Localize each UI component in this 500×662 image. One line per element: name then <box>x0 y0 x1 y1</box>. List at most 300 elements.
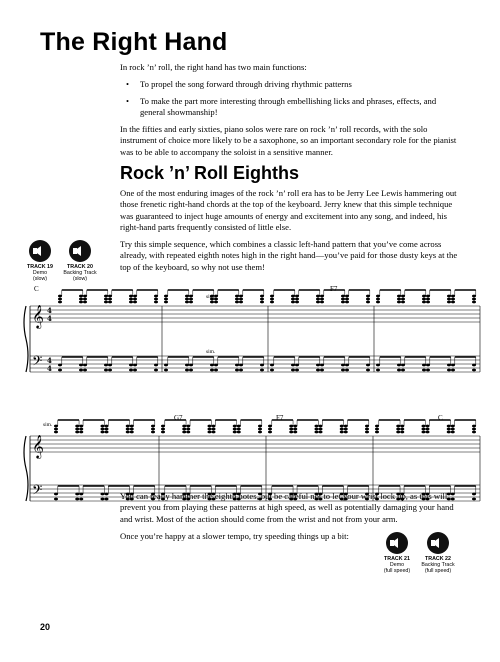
chord-note <box>126 431 130 434</box>
bass-note <box>101 498 105 501</box>
chord-note <box>237 425 241 428</box>
bass-note <box>79 364 83 367</box>
bass-note <box>291 364 295 367</box>
page-number: 20 <box>40 622 51 632</box>
section-heading: Rock ’n’ Roll Eighths <box>120 163 300 183</box>
chord-note <box>235 301 239 304</box>
chord-note <box>345 298 349 301</box>
chord-note <box>161 431 165 434</box>
chord-note <box>315 425 319 428</box>
chord-note <box>58 301 62 304</box>
chord-note <box>376 295 380 298</box>
bass-note <box>133 369 137 372</box>
sim-marking: sim. <box>206 294 216 300</box>
time-signature: 4 <box>47 356 52 365</box>
bass-note <box>397 369 401 372</box>
chord-note <box>154 301 158 304</box>
track-speed: (slow) <box>72 276 88 282</box>
chord-note <box>239 295 243 298</box>
bass-note <box>185 364 189 367</box>
chord-note <box>186 431 190 434</box>
chord-note <box>375 425 379 428</box>
bass-note <box>104 369 108 372</box>
chord-note <box>182 428 186 431</box>
chord-note <box>130 425 134 428</box>
chord-note <box>130 428 134 431</box>
chord-note <box>133 295 137 298</box>
chord-note <box>396 431 400 434</box>
time-signature: 4 <box>47 364 52 373</box>
chord-note <box>214 301 218 304</box>
chord-note <box>422 425 426 428</box>
chord-note <box>366 301 370 304</box>
page-title: The Right Hand <box>40 28 228 56</box>
chord-note <box>295 298 299 301</box>
chord-note <box>426 301 430 304</box>
chord-note <box>185 301 189 304</box>
chord-note <box>189 301 193 304</box>
chord-note <box>108 301 112 304</box>
bass-note <box>341 369 345 372</box>
chord-note <box>400 425 404 428</box>
chord-note <box>79 425 83 428</box>
treble-clef-icon: 𝄞 <box>32 304 44 328</box>
chord-note <box>316 301 320 304</box>
bass-note <box>426 369 430 372</box>
chord-note <box>208 425 212 428</box>
bass-note <box>154 369 158 372</box>
chord-note <box>268 425 272 428</box>
chord-symbol: C <box>438 414 443 422</box>
chord-note <box>451 301 455 304</box>
chord-note <box>397 298 401 301</box>
bass-note <box>185 369 189 372</box>
bass-note <box>239 364 243 367</box>
chord-note <box>75 428 79 431</box>
chord-note <box>233 431 237 434</box>
chord-note <box>186 425 190 428</box>
bass-note <box>422 364 426 367</box>
bass-note <box>235 369 239 372</box>
bass-note <box>260 364 264 367</box>
bass-note <box>189 364 193 367</box>
chord-note <box>105 425 109 428</box>
chord-note <box>472 425 476 428</box>
bass-note <box>235 364 239 367</box>
chord-note <box>365 431 369 434</box>
bass-note <box>54 498 58 501</box>
chord-note <box>126 425 130 428</box>
chord-note <box>289 428 293 431</box>
bass-note <box>295 369 299 372</box>
chord-note <box>451 425 455 428</box>
time-signature: 4 <box>47 306 52 315</box>
track-speed: (full speed) <box>424 568 452 574</box>
track-desc: Backing Track <box>63 270 97 276</box>
chord-note <box>105 428 109 431</box>
chord-note <box>164 298 168 301</box>
chord-note <box>447 425 451 428</box>
chord-note <box>375 428 379 431</box>
chord-note <box>397 301 401 304</box>
bass-note <box>129 369 133 372</box>
chord-note <box>319 425 323 428</box>
chord-note <box>291 295 295 298</box>
bass-note <box>79 498 83 501</box>
bass-note <box>105 498 109 501</box>
chord-note <box>79 301 83 304</box>
chord-symbol: G7 <box>174 414 183 422</box>
chord-note <box>422 295 426 298</box>
chord-note <box>344 425 348 428</box>
solo-paragraph: In the fifties and early sixties, piano solos were rare on rock ’n’ roll records, with the solo instrument of choice more likely to be a saxophone, so an important secondary role for the pianist was to be able to accompany the soloist in a sensitive manner. <box>120 124 457 157</box>
chord-note <box>293 431 297 434</box>
bass-note <box>472 498 476 501</box>
chord-note <box>426 295 430 298</box>
chord-note <box>54 428 58 431</box>
chord-note <box>239 301 243 304</box>
jerry-lee-paragraph: One of the most enduring images of the rock ’n’ roll era has to be Jerry Lee Lewis hammering out those frenetic right-hand chords at the top of the keyboard. Jerry knew that this simple technique was guaranteed to inject huge amounts of energy and excitement into any song, and indeed, his right-hand parts frequently consisted of little else. <box>120 188 457 232</box>
chord-note <box>341 301 345 304</box>
bass-note <box>291 369 295 372</box>
chord-note <box>316 298 320 301</box>
bass-note <box>447 364 451 367</box>
score-system-2 <box>24 420 480 501</box>
chord-note <box>129 301 133 304</box>
bass-note <box>75 498 79 501</box>
chord-note <box>422 431 426 434</box>
track-speed: (slow) <box>32 276 48 282</box>
chord-note <box>101 431 105 434</box>
chord-symbol: C <box>34 285 39 293</box>
chord-note <box>316 295 320 298</box>
chord-note <box>101 425 105 428</box>
chord-note <box>320 295 324 298</box>
chord-note <box>260 298 264 301</box>
chord-note <box>108 295 112 298</box>
chord-note <box>400 428 404 431</box>
chord-note <box>189 298 193 301</box>
bass-note <box>133 364 137 367</box>
chord-note <box>133 298 137 301</box>
chord-note <box>154 295 158 298</box>
chord-note <box>154 298 158 301</box>
chord-note <box>129 298 133 301</box>
bass-note <box>320 364 324 367</box>
chord-note <box>293 425 297 428</box>
sim-marking: sim. <box>206 349 216 355</box>
chord-note <box>83 295 87 298</box>
chord-note <box>291 298 295 301</box>
chord-note <box>396 425 400 428</box>
chord-note <box>447 298 451 301</box>
bass-note <box>164 369 168 372</box>
bass-note <box>345 364 349 367</box>
bass-note <box>366 364 370 367</box>
chord-note <box>129 295 133 298</box>
bass-note <box>210 369 214 372</box>
chord-note <box>101 428 105 431</box>
chord-note <box>104 298 108 301</box>
chord-note <box>185 298 189 301</box>
chord-note <box>260 301 264 304</box>
track-name: TRACK 21 <box>384 556 410 562</box>
chord-note <box>422 428 426 431</box>
chord-note <box>451 295 455 298</box>
track-desc: Demo <box>32 270 48 276</box>
chord-note <box>397 295 401 298</box>
chord-note <box>426 425 430 428</box>
chord-note <box>58 295 62 298</box>
bass-note <box>426 364 430 367</box>
bass-note <box>154 364 158 367</box>
chord-note <box>396 428 400 431</box>
chord-note <box>235 298 239 301</box>
chord-note <box>341 295 345 298</box>
wrist-paragraph: You can really hammer the eighth notes, but be careful not to let your wrist lock up, as this will prevent you from playing these patterns at high speed, as well as potentially damaging your hand and wrist. Most of the action should come from the wrist and not from your arm. <box>120 491 454 524</box>
chord-note <box>376 298 380 301</box>
chord-note <box>375 431 379 434</box>
chord-note <box>447 301 451 304</box>
chord-note <box>426 428 430 431</box>
bass-note <box>376 369 380 372</box>
chord-symbol: F7 <box>276 414 284 422</box>
chord-note <box>365 428 369 431</box>
sequence-paragraph: Try this simple sequence, which combines a classic left-hand pattern that you’ve come across already, with repeated eighth notes high in the right hand—you’ve paid for those dusty keys at the top of the keyboard, so why not use them! <box>120 239 458 272</box>
chord-note <box>426 431 430 434</box>
chord-note <box>451 428 455 431</box>
bass-note <box>316 364 320 367</box>
chord-note <box>235 295 239 298</box>
chord-note <box>104 295 108 298</box>
chord-note <box>447 428 451 431</box>
bass-note <box>270 364 274 367</box>
chord-note <box>472 428 476 431</box>
chord-note <box>258 431 262 434</box>
bass-note <box>451 369 455 372</box>
chord-note <box>237 431 241 434</box>
chord-note <box>344 428 348 431</box>
chord-note <box>104 301 108 304</box>
chord-note <box>151 425 155 428</box>
chord-note <box>151 428 155 431</box>
chord-note <box>79 298 83 301</box>
chord-note <box>340 425 344 428</box>
chord-note <box>189 295 193 298</box>
chord-note <box>270 298 274 301</box>
list-item: • To make the part more interesting through embellishing licks and phrases, effects, and general showmanship! <box>140 96 460 119</box>
bass-note <box>447 369 451 372</box>
chord-note <box>164 295 168 298</box>
bass-note <box>260 369 264 372</box>
chord-note <box>212 425 216 428</box>
chord-note <box>270 295 274 298</box>
chord-note <box>208 431 212 434</box>
bass-note <box>366 369 370 372</box>
chord-note <box>341 298 345 301</box>
chord-note <box>422 301 426 304</box>
chord-note <box>212 428 216 431</box>
chord-note <box>161 425 165 428</box>
list-item: • To propel the song forward through driving rhythmic patterns <box>140 79 460 90</box>
bass-note <box>108 369 112 372</box>
chord-note <box>58 298 62 301</box>
chord-note <box>472 298 476 301</box>
chord-note <box>320 301 324 304</box>
chord-note <box>401 295 405 298</box>
chord-note <box>185 295 189 298</box>
chord-note <box>83 301 87 304</box>
bass-note <box>83 369 87 372</box>
bass-note <box>397 364 401 367</box>
chord-note <box>83 298 87 301</box>
bass-note <box>54 493 58 496</box>
track-speed: (full speed) <box>383 568 411 574</box>
track-21-icon[interactable] <box>379 532 415 574</box>
bass-note <box>295 364 299 367</box>
chord-note <box>54 431 58 434</box>
track-22-icon[interactable] <box>420 532 456 574</box>
score-system-1 <box>24 290 480 373</box>
bass-note <box>79 369 83 372</box>
bass-note <box>164 364 168 367</box>
bass-note <box>472 364 476 367</box>
chord-note <box>401 298 405 301</box>
track-name: TRACK 19 <box>27 264 53 270</box>
bass-note <box>214 364 218 367</box>
intro-paragraph: In rock ’n’ roll, the right hand has two main functions: <box>120 62 307 72</box>
chord-note <box>75 425 79 428</box>
bass-note <box>189 369 193 372</box>
bass-note <box>129 364 133 367</box>
chord-note <box>268 428 272 431</box>
brace <box>24 306 28 372</box>
track-desc: Demo <box>389 562 405 568</box>
bass-note <box>341 364 345 367</box>
bass-note <box>401 364 405 367</box>
tempo-paragraph: Once you’re happy at a slower tempo, try speeding things up a bit: <box>120 530 349 541</box>
chord-note <box>208 428 212 431</box>
chord-note <box>293 428 297 431</box>
bass-note <box>472 369 476 372</box>
chord-note <box>161 428 165 431</box>
chord-note <box>237 428 241 431</box>
chord-note <box>108 298 112 301</box>
chord-note <box>79 431 83 434</box>
sim-marking: sim. <box>43 422 53 428</box>
track-name: TRACK 20 <box>67 264 93 270</box>
bass-note <box>108 364 112 367</box>
chord-note <box>345 295 349 298</box>
bass-note <box>83 364 87 367</box>
chord-note <box>401 301 405 304</box>
brace <box>24 436 28 501</box>
track-desc: Backing Track <box>421 562 455 568</box>
chord-note <box>130 431 134 434</box>
bass-note <box>75 493 79 496</box>
chord-note <box>472 301 476 304</box>
chord-note <box>451 298 455 301</box>
chord-note <box>422 298 426 301</box>
chord-note <box>319 431 323 434</box>
chord-note <box>164 301 168 304</box>
chord-note <box>426 298 430 301</box>
chord-note <box>447 431 451 434</box>
bass-note <box>316 369 320 372</box>
chord-note <box>289 431 293 434</box>
chord-note <box>376 301 380 304</box>
chord-note <box>472 295 476 298</box>
chord-note <box>400 431 404 434</box>
chord-note <box>295 295 299 298</box>
chord-note <box>210 301 214 304</box>
chord-note <box>79 295 83 298</box>
bass-note <box>345 369 349 372</box>
audio-cd-icon <box>427 532 449 554</box>
bass-note <box>104 364 108 367</box>
chord-note <box>258 428 262 431</box>
chord-note <box>319 428 323 431</box>
chord-note <box>345 301 349 304</box>
bass-note <box>214 369 218 372</box>
chord-note <box>365 425 369 428</box>
bass-note <box>376 364 380 367</box>
chord-note <box>451 431 455 434</box>
chord-note <box>54 425 58 428</box>
treble-clef-icon: 𝄞 <box>32 434 44 458</box>
chord-note <box>233 428 237 431</box>
bass-note <box>58 369 62 372</box>
chord-note <box>260 295 264 298</box>
chord-note <box>79 428 83 431</box>
chord-note <box>133 301 137 304</box>
bass-note <box>472 493 476 496</box>
bass-clef-icon: 𝄢 <box>32 353 43 372</box>
bass-note <box>105 493 109 496</box>
chord-note <box>315 431 319 434</box>
chord-note <box>270 301 274 304</box>
chord-note <box>447 295 451 298</box>
chord-note <box>258 425 262 428</box>
chord-note <box>289 425 293 428</box>
chord-note <box>344 431 348 434</box>
chord-note <box>315 428 319 431</box>
chord-note <box>182 431 186 434</box>
bass-note <box>451 364 455 367</box>
bass-note <box>58 364 62 367</box>
chord-note <box>291 301 295 304</box>
bass-note <box>101 493 105 496</box>
chord-note <box>126 428 130 431</box>
audio-cd-icon <box>386 532 408 554</box>
chord-note <box>233 425 237 428</box>
chord-note <box>295 301 299 304</box>
time-signature: 4 <box>47 314 52 323</box>
chord-note <box>340 431 344 434</box>
bass-note <box>239 369 243 372</box>
track-name: TRACK 22 <box>425 556 451 562</box>
chord-note <box>320 298 324 301</box>
chord-symbol: F7 <box>330 285 338 293</box>
chord-note <box>182 425 186 428</box>
bass-note <box>270 369 274 372</box>
bass-note <box>422 369 426 372</box>
chord-note <box>366 298 370 301</box>
bass-note <box>79 493 83 496</box>
chord-note <box>151 431 155 434</box>
chord-note <box>472 431 476 434</box>
chord-note <box>75 431 79 434</box>
